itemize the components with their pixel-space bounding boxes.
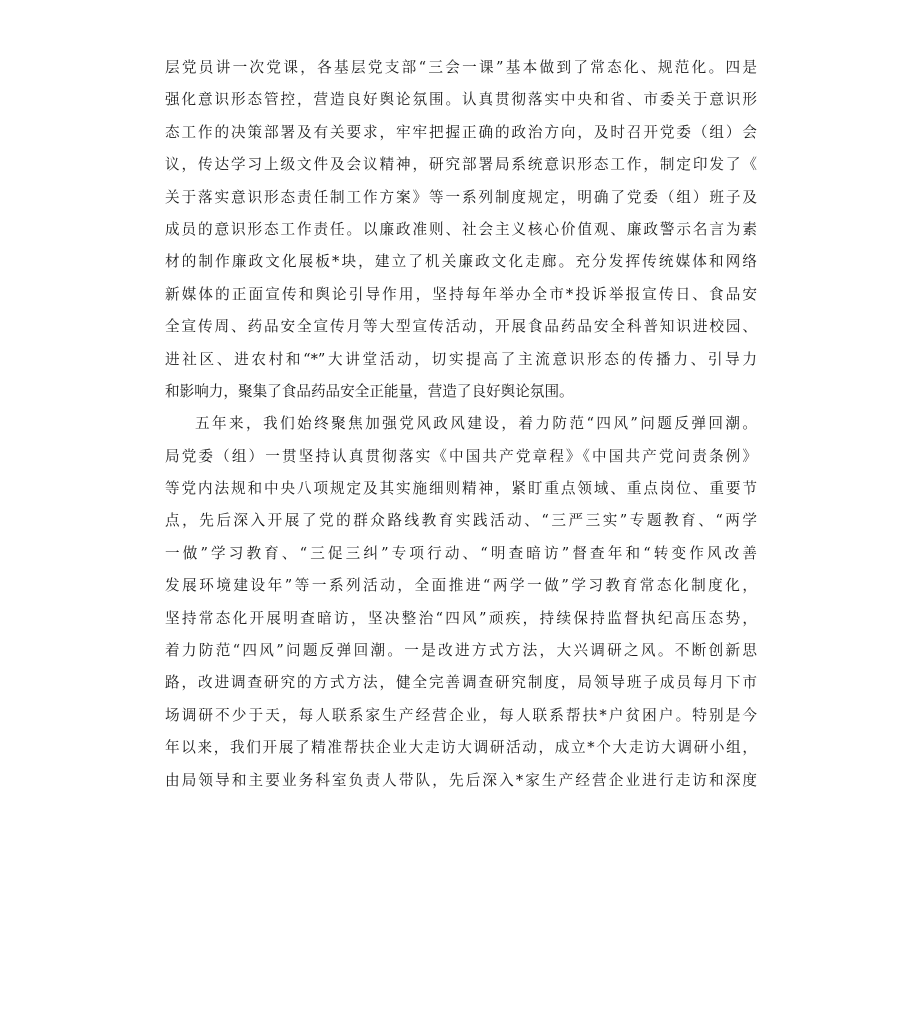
text-line: 一做”学习教育、“三促三纠”专项行动、“明查暗访”督查年和“转变作风改善 <box>165 544 757 562</box>
text-line: 新媒体的正面宣传和舆论引导作用，坚持每年举办全市*投诉举报宣传日、食品安 <box>165 285 757 303</box>
text-line: 态工作的决策部署及有关要求，牢牢把握正确的政治方向，及时召开党委（组）会 <box>165 123 757 141</box>
text-line: 场调研不少于天，每人联系家生产经营企业，每人联系帮扶*户贫困户。特别是今 <box>165 706 757 724</box>
text-line: 成员的意识形态工作责任。以廉政准则、社会主义核心价值观、廉政警示名言为素 <box>165 220 757 238</box>
text-line: 关于落实意识形态责任制工作方案》等一系列制度规定，明确了党委（组）班子及 <box>165 188 757 206</box>
paragraph-ideology <box>165 52 757 408</box>
text-line: 五年来，我们始终聚焦加强党风政风建设，着力防范“四风”问题反弹回潮。 <box>195 415 757 433</box>
text-line: 年以来，我们开展了精准帮扶企业大走访大调研活动，成立*个大走访大调研小组， <box>165 739 757 757</box>
text-line: 发展环境建设年”等一系列活动，全面推进“两学一做”学习教育常态化制度化， <box>165 577 757 595</box>
text-line: 进社区、进农村和“*”大讲堂活动，切实提高了主流意识形态的传播力、引导力 <box>165 350 757 368</box>
text-line: 路，改进调查研究的方式方法，健全完善调查研究制度，局领导班子成员每月下市 <box>165 674 757 692</box>
text-line: 和影响力，聚集了食品药品安全正能量，营造了良好舆论氛围。 <box>165 382 574 400</box>
text-line: 议，传达学习上级文件及会议精神，研究部署局系统意识形态工作，制定印发了《 <box>165 156 757 174</box>
text-line: 强化意识形态管控，营造良好舆论氛围。认真贯彻落实中央和省、市委关于意识形 <box>165 91 757 109</box>
text-line: 材的制作廉政文化展板*块，建立了机关廉政文化走廊。充分发挥传统媒体和网络 <box>165 253 757 271</box>
body-text <box>165 52 757 797</box>
paragraph-conduct <box>165 408 757 797</box>
text-line: 着力防范“四风”问题反弹回潮。一是改进方式方法，大兴调研之风。不断创新思 <box>165 642 757 660</box>
text-line: 层党员讲一次党课，各基层党支部“三会一课”基本做到了常态化、规范化。四是 <box>165 59 757 76</box>
text-line: 点，先后深入开展了党的群众路线教育实践活动、“三严三实”专题教育、“两学 <box>165 512 757 530</box>
text-line: 等党内法规和中央八项规定及其实施细则精神，紧盯重点领域、重点岗位、重要节 <box>165 480 757 498</box>
text-line: 坚持常态化开展明查暗访，坚决整治“四风”顽疾，持续保持监督执纪高压态势， <box>165 609 757 627</box>
text-line: 局党委（组）一贯坚持认真贯彻落实《中国共产党章程》《中国共产党问责条例》 <box>165 447 757 465</box>
text-line: 全宣传周、药品安全宣传月等大型宣传活动，开展食品药品安全科普知识进校园、 <box>165 318 757 336</box>
text-line: 由局领导和主要业务科室负责人带队，先后深入*家生产经营企业进行走访和深度 <box>165 771 757 789</box>
